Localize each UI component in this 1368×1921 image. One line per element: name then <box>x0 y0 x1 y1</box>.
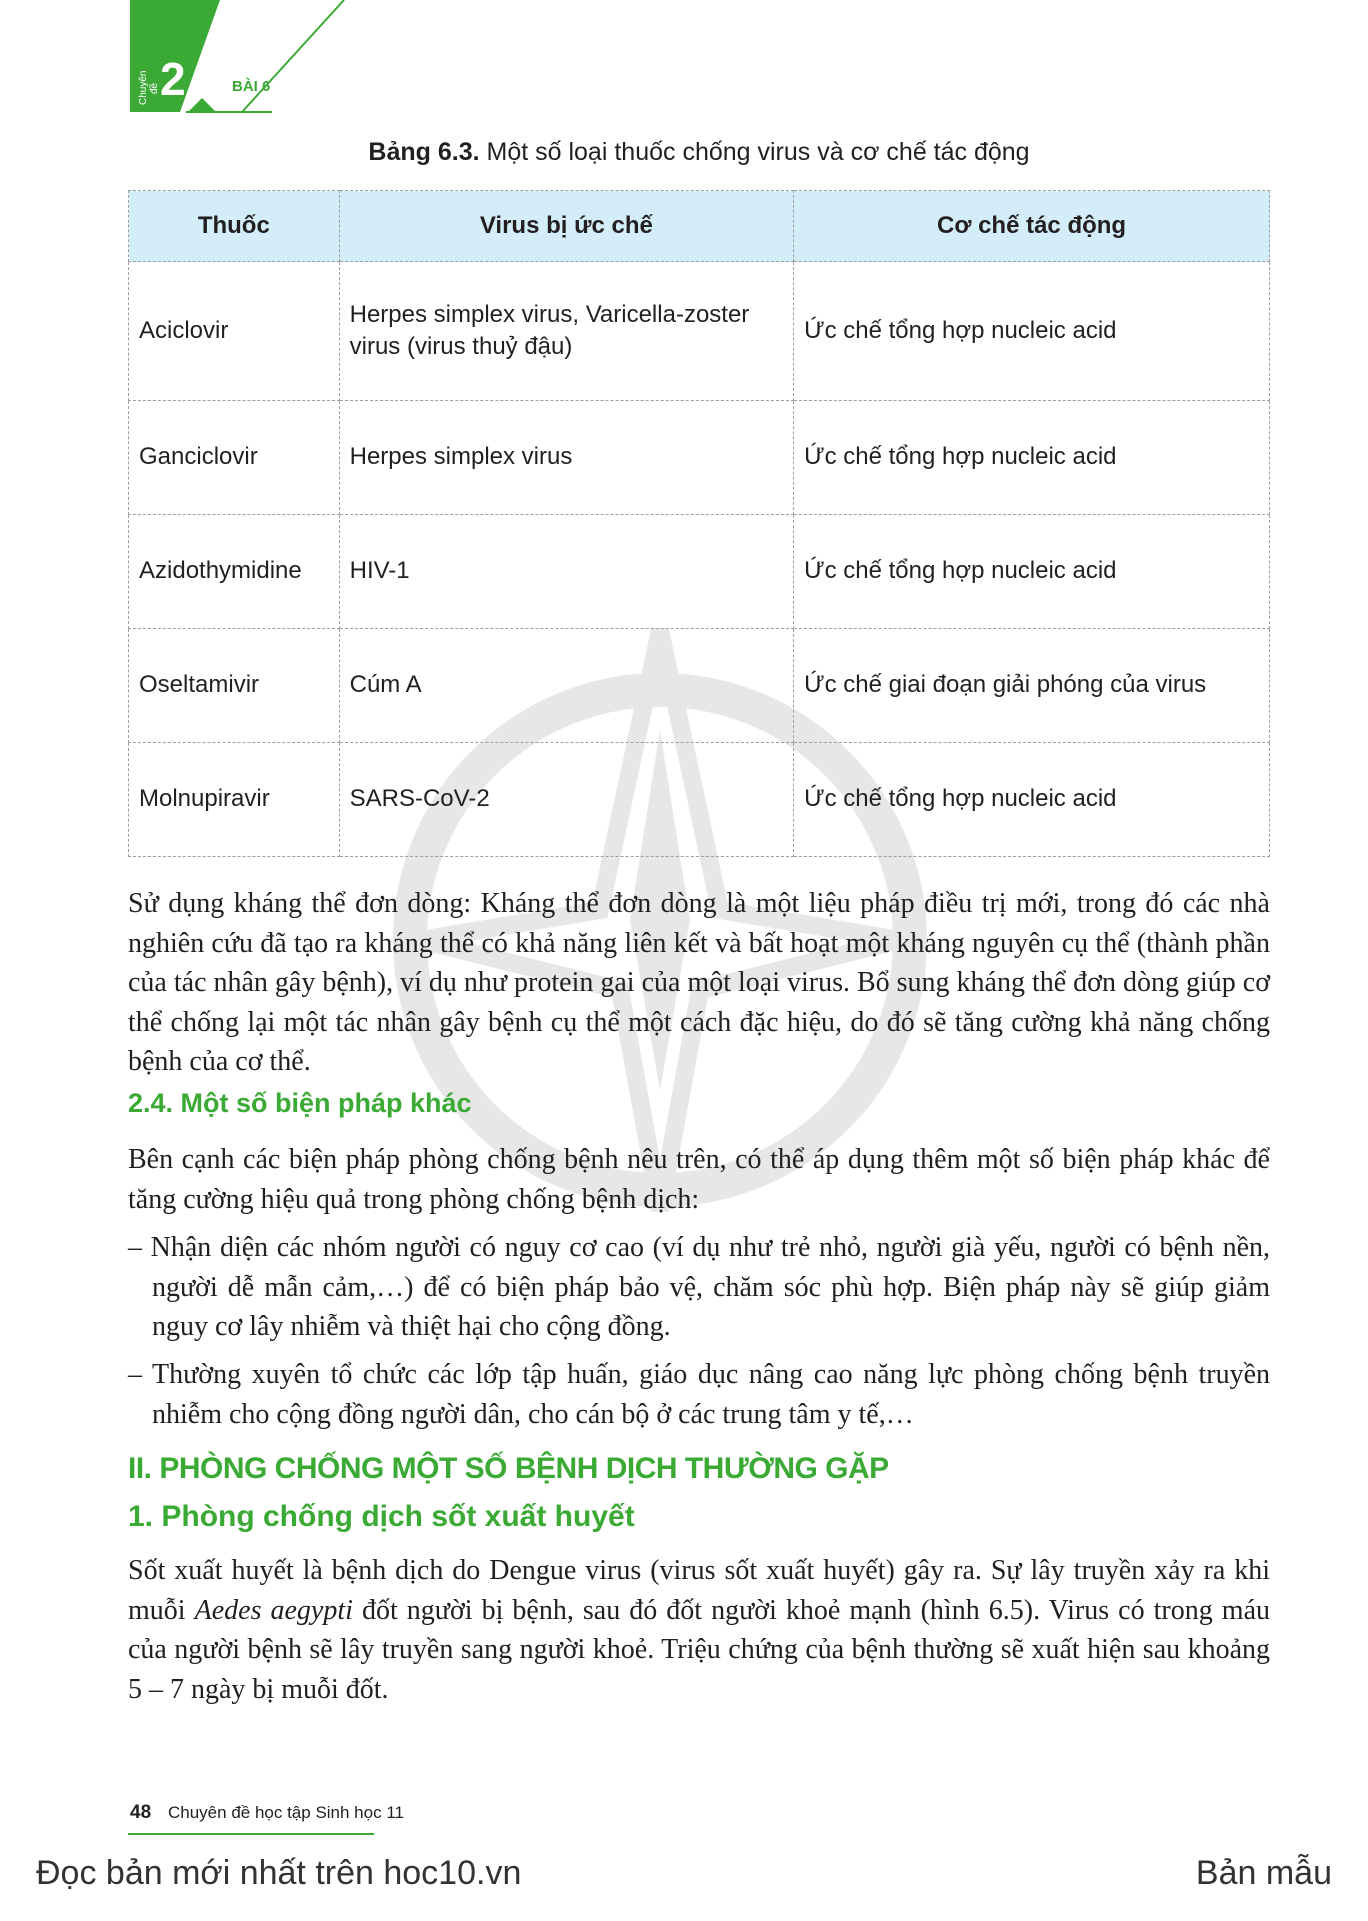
bullet-item-training: – Thường xuyên tổ chức các lớp tập huấn, giáo dục nâng cao năng lực phòng chống bệnh truyền nhiễm cho cộng đồng người dân, cho cán bộ ở các trung tâm y tế,… <box>128 1359 1270 1430</box>
cell-virus: Cúm A <box>339 629 793 743</box>
paragraph-other-measures: Bên cạnh các biện pháp phòng chống bệnh nêu trên, có thể áp dụng thêm một số biện pháp khác để tăng cường hiệu quả trong phòng chống bệnh dịch: <box>128 1144 1270 1215</box>
cell-mechanism: Ức chế tổng hợp nucleic acid <box>794 743 1270 857</box>
paragraph-dengue-part-1: Sốt xuất huyết là bệnh dịch do Dengue virus (virus sốt xuất huyết) gây ra. Sự lây truyền xảy ra khi muỗi <box>128 1555 1270 1626</box>
book-title: Chuyên đề học tập Sinh học 11 <box>168 1803 404 1822</box>
paragraph-monoclonal-antibody: Sử dụng kháng thể đơn dòng: Kháng thể đơn dòng là một liệu pháp điều trị mới, trong đó các nhà nghiên cứu đã tạo ra kháng thể có khả năng liên kết và bất hoạt một kháng nguyên cụ thể (thành phần của tác nhân gây bệnh), ví dụ như protein gai của một loại virus. Bổ sung kháng thể đơn dòng giúp cơ thể chống lại một tác nhân gây bệnh cụ thể một cách đặc hiệu, do đó sẽ tăng cường khả năng chống bệnh của cơ thể. <box>128 888 1270 1077</box>
cell-virus: Herpes simplex virus <box>339 401 793 515</box>
cell-mechanism: Ức chế tổng hợp nucleic acid <box>794 262 1270 401</box>
species-name: Aedes aegypti <box>194 1594 353 1626</box>
table-header-row <box>129 191 1270 262</box>
table-caption-label: Bảng 6.3. <box>368 138 480 166</box>
table-row <box>129 262 1270 401</box>
table-row <box>129 515 1270 629</box>
latest-version-note: Đọc bản mới nhất trên hoc10.vn <box>36 1854 522 1892</box>
table-row <box>129 743 1270 857</box>
bullet-item-high-risk-groups: – Nhận diện các nhóm người có nguy cơ cao (ví dụ như trẻ nhỏ, người già yếu, người có bệnh nền, người dễ mẫn cảm,…) để có biện pháp bảo vệ, chăm sóc phù hợp. Biện pháp này sẽ giúp giảm nguy cơ lây nhiễm và thiệt hại cho cộng đồng. <box>128 1232 1270 1342</box>
page-number: 48 <box>130 1802 152 1823</box>
lesson-label: BÀI 6 <box>232 78 271 95</box>
cell-virus: Herpes simplex virus, Varicella-zoster virus (virus thuỷ đậu) <box>339 262 793 401</box>
column-header-mechanism: Cơ chế tác động <box>794 191 1270 262</box>
column-header-drug: Thuốc <box>129 191 340 262</box>
column-header-virus: Virus bị ức chế <box>339 191 793 262</box>
sample-edition-label: Bản mẫu <box>1195 1854 1332 1892</box>
table-row <box>129 401 1270 515</box>
cell-drug: Ganciclovir <box>129 401 340 515</box>
section-heading-1-dengue: 1. Phòng chống dịch sốt xuất huyết <box>128 1500 635 1533</box>
topic-number: 2 <box>160 53 186 105</box>
cell-virus: SARS-CoV-2 <box>339 743 793 857</box>
cell-drug: Oseltamivir <box>129 629 340 743</box>
table-row <box>129 629 1270 743</box>
table-caption <box>130 138 1268 167</box>
cell-mechanism: Ức chế tổng hợp nucleic acid <box>794 515 1270 629</box>
paragraph-dengue-part-2: đốt người bị bệnh, sau đó đốt người khoẻ mạnh (hình 6.5). Virus có trong máu của người bệnh sẽ lây truyền sang người khoẻ. Triệu chứng của bệnh thường sẽ xuất hiện sau khoảng 5 – 7 ngày bị muỗi đốt. <box>128 1594 1270 1705</box>
section-heading-II: II. PHÒNG CHỐNG MỘT SỐ BỆNH DỊCH THƯỜNG GẶP <box>128 1452 889 1485</box>
topic-label: Chuyên đề <box>138 70 160 106</box>
paragraph-dengue <box>128 1551 1270 1709</box>
table-caption-text: Một số loại thuốc chống virus và cơ chế tác động <box>479 138 1030 166</box>
cell-mechanism: Ức chế giai đoạn giải phóng của virus <box>794 629 1270 743</box>
footer-divider <box>128 1833 374 1835</box>
cell-drug: Azidothymidine <box>129 515 340 629</box>
section-heading-2-4: 2.4. Một số biện pháp khác <box>128 1088 472 1118</box>
cell-virus: HIV-1 <box>339 515 793 629</box>
cell-mechanism: Ức chế tổng hợp nucleic acid <box>794 401 1270 515</box>
cell-drug: Aciclovir <box>129 262 340 401</box>
cell-drug: Molnupiravir <box>129 743 340 857</box>
antiviral-drug-table <box>128 190 1270 857</box>
